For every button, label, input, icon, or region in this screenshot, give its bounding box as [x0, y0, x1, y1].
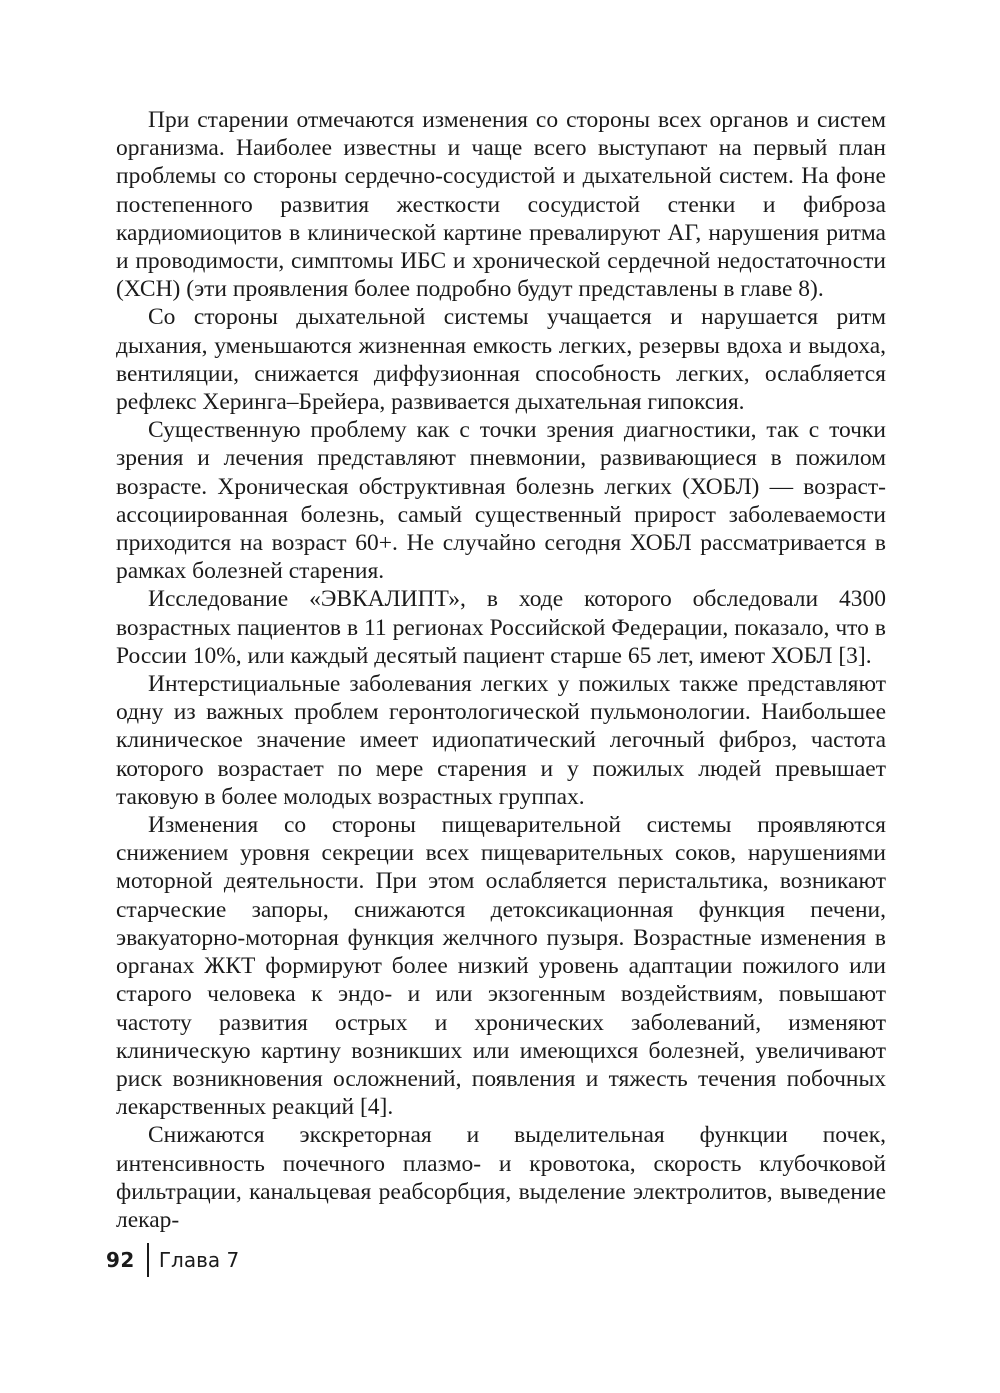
body-text — [116, 106, 886, 1234]
paragraph-digestive-system: Изменения со стороны пищеварительной системы проявляются снижением уровня секреции всех пищеварительных соков, нарушениями моторной деятельности. При этом ослабляется перистальтика, возникают старческие запоры, снижаются детоксикационная функция печени, эвакуаторно-моторная функция желчного пузыря. Возрастные изменения в органах ЖКТ формируют более низкий уровень адаптации пожилого или старого человека к эндо- и или экзогенным воздействиям, повышают частоту развития острых и хронических заболеваний, изменяют клиническую картину возникших или имеющихся болезней, увеличивают риск возникновения осложнений, появления и тяжесть течения побочных лекарственных реакций [4]. — [116, 812, 886, 1121]
paragraph-interstitial-diseases: Интерстициальные заболевания легких у пожилых также представляют одну из важных проблем геронтологической пульмонологии. Наибольшее клиническое значение имеет идиопатический легочный фиброз, частота которого возрастает по мере старения и у пожилых людей превышает таковую в более молодых возрастных группах. — [116, 671, 886, 810]
chapter-label: Глава 7 — [158, 1248, 240, 1272]
paragraph-kidney-function: Снижаются экскреторная и выделительная функции почек, интенсивность почечного плазмо- и кровотока, скорость клубочковой фильтрации, канальцевая реабсорбция, выделение электролитов, выведение лекар- — [116, 1122, 886, 1233]
page-number: 92 — [106, 1248, 135, 1272]
paragraph-pneumonia-copd: Существенную проблему как с точки зрения диагностики, так с точки зрения и лечения представляют пневмонии, развивающиеся в пожилом возрасте. Хроническая обструктивная болезнь легких (ХОБЛ) — возраст-ассоциированная болезнь, самый существенный прирост заболеваемости приходится на возраст 60+. Не случайно сегодня ХОБЛ рассматривается в рамках болезней старения. — [116, 417, 886, 585]
paragraph-respiratory-system: Со стороны дыхательной системы учащается и нарушается ритм дыхания, уменьшаются жизненная емкость легких, резервы вдоха и выдоха, вентиляции, снижается диффузионная способность легких, ослабляется рефлекс Херинга–Брейера, развивается дыхательная гипоксия. — [116, 304, 886, 416]
footer-divider — [147, 1243, 149, 1277]
page-footer — [106, 1240, 239, 1280]
paragraph-aging-changes: При старении отмечаются изменения со стороны всех органов и систем организма. Наиболее известны и чаще всего выступают на первый план проблемы со стороны сердечно-сосудистой и дыхательной систем. На фоне постепенного развития жесткости сосудистой стенки и фиброза кардиомиоцитов в клинической картине превалируют АГ, нарушения ритма и проводимости, симптомы ИБС и хронической сердечной недостаточности (ХСН) (эти проявления более подробно будут представлены в главе 8). — [116, 107, 886, 303]
paragraph-eucalypt-study: Исследование «ЭВКАЛИПТ», в ходе которого обследовали 4300 возрастных пациентов в 11 регионах Российской Федерации, показало, что в России 10%, или каждый десятый пациент старше 65 лет, имеют ХОБЛ [3]. — [116, 586, 886, 669]
